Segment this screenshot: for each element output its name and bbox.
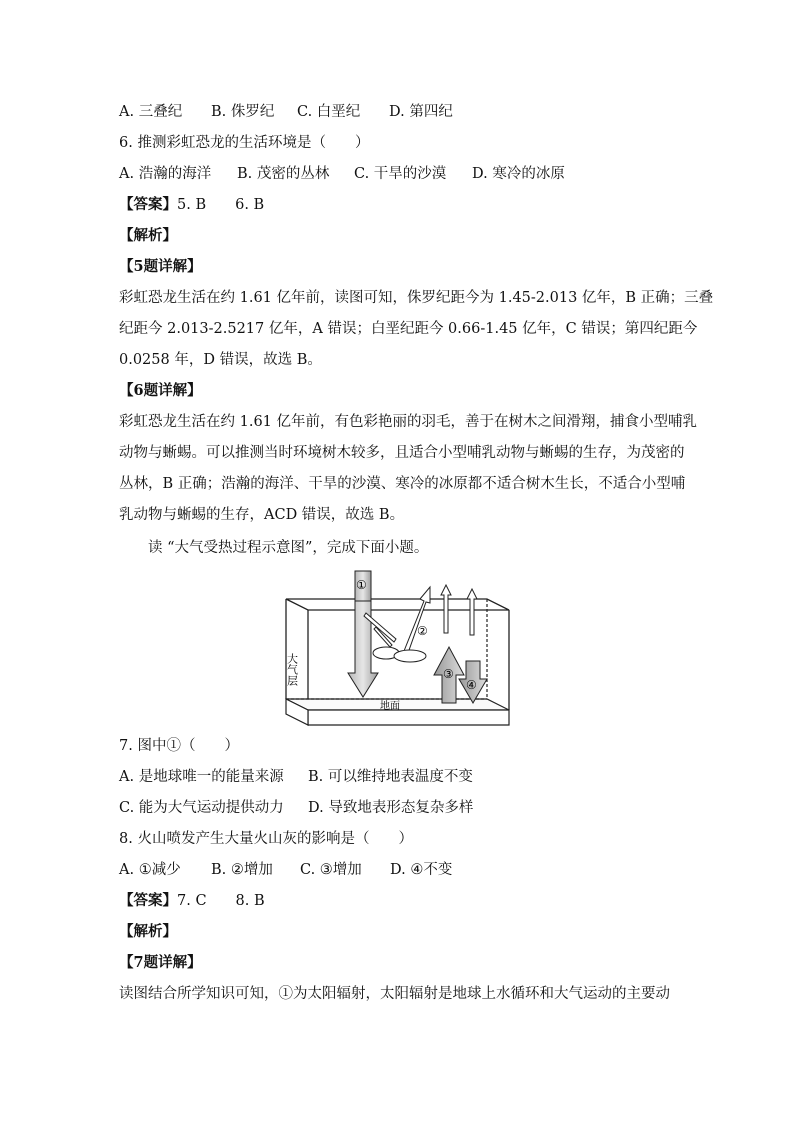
svg-text:大气层: 大气层 <box>285 653 299 686</box>
q7-stem: 7. 图中①（ ） <box>119 738 239 754</box>
q6-option-d: D. 寒冷的冰原 <box>472 166 565 182</box>
q7-option-d: D. 导致地表形态复杂多样 <box>308 800 474 816</box>
answer-values: 7. C 8. B <box>177 893 265 909</box>
detail-7-line: 读图结合所学知识可知，①为太阳辐射，太阳辐射是地球上水循环和大气运动的主要动 <box>119 986 670 1002</box>
q7-option-c: C. 能为大气运动提供动力 <box>119 800 284 816</box>
atmosphere-label <box>286 652 299 687</box>
q8-option-b: B. ②增加 <box>211 862 273 878</box>
answer-block-2 <box>119 891 265 911</box>
answer-label: 【答案】 <box>119 196 177 213</box>
q6-option-a: A. 浩瀚的海洋 <box>119 166 212 182</box>
q7-options-row-2 <box>119 798 473 818</box>
detail-5-line: 纪距今 2.013-2.5217 亿年，A 错误；白垩纪距今 0.66-1.45 亿年，C 错误；第四纪距今 <box>119 321 698 337</box>
q5-option-d: D. 第四纪 <box>389 104 453 120</box>
q6-option-c: C. 干旱的沙漠 <box>354 166 447 182</box>
detail-5-line: 彩虹恐龙生活在约 1.61 亿年前，读图可知，侏罗纪距今为 1.45-2.013 亿年，B 正确；三叠 <box>119 290 714 306</box>
answer-label: 【答案】 <box>119 892 177 909</box>
atmosphere-heating-diagram <box>280 565 520 733</box>
label-3: ③ <box>443 667 454 681</box>
analysis-label: 【解析】 <box>119 227 177 244</box>
analysis-label: 【解析】 <box>119 923 177 940</box>
q6-options <box>119 164 565 184</box>
ground-label: 地面 <box>380 701 400 712</box>
reflection-arrows <box>364 585 477 653</box>
detail-7-heading: 【7题详解】 <box>119 954 202 971</box>
label-1: ① <box>356 578 367 592</box>
detail-6-line: 乳动物与蜥蜴的生存，ACD 错误，故选 B。 <box>119 507 405 523</box>
detail-6-line: 丛林，B 正确；浩瀚的海洋、干旱的沙漠、寒冷的冰原都不适合树木生长，不适合小型哺 <box>119 476 686 492</box>
q5-option-a: A. 三叠纪 <box>119 104 183 120</box>
q8-stem: 8. 火山喷发产生大量火山灰的影响是（ ） <box>119 831 413 847</box>
detail-6-heading: 【6题详解】 <box>119 382 202 399</box>
figure-intro: 读 “大气受热过程示意图”，完成下面小题。 <box>148 540 429 556</box>
q5-option-b: B. 侏罗纪 <box>211 104 275 120</box>
q8-option-d: D. ④不变 <box>390 862 453 878</box>
q8-options <box>119 860 452 880</box>
detail-6-line: 动物与蜥蜴。可以推测当时环境树木较多，且适合小型哺乳动物与蜥蜴的生存，为茂密的 <box>119 445 685 461</box>
q6-stem: 6. 推测彩虹恐龙的生活环境是（ ） <box>119 135 370 151</box>
q7-options-row-1 <box>119 767 473 787</box>
cloud-icon <box>373 647 426 662</box>
detail-5-line: 0.0258 年，D 错误，故选 B。 <box>119 352 322 368</box>
detail-6-line: 彩虹恐龙生活在约 1.61 亿年前，有色彩艳丽的羽毛，善于在树木之间滑翔，捕食小型哺乳 <box>119 414 697 430</box>
q7-option-b: B. 可以维持地表温度不变 <box>308 769 473 785</box>
q5-option-c: C. 白垩纪 <box>297 104 361 120</box>
q7-option-a: A. 是地球唯一的能量来源 <box>119 769 284 785</box>
label-2: ② <box>417 624 428 638</box>
answer-values: 5. B 6. B <box>177 197 265 213</box>
label-4: ④ <box>466 678 477 692</box>
q5-options <box>119 102 453 122</box>
q6-option-b: B. 茂密的丛林 <box>237 166 330 182</box>
q8-option-c: C. ③增加 <box>300 862 362 878</box>
detail-5-heading: 【5题详解】 <box>119 258 202 275</box>
q8-option-a: A. ①减少 <box>119 862 181 878</box>
answer-block-1 <box>119 195 264 215</box>
